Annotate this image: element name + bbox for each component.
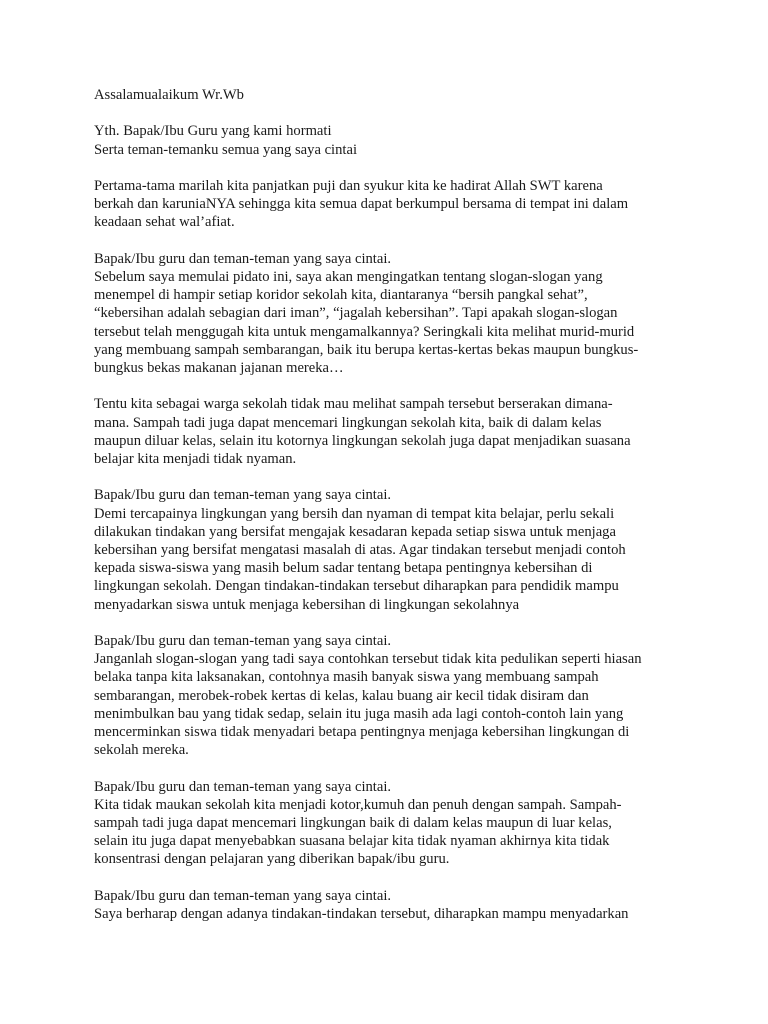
paragraph-trash-scattered: Tentu kita sebagai warga sekolah tidak mau melihat sampah tersebut berserakan dimana- mana. Sampah tadi juga dapat mencemari lingkungan sekolah kita, baik di dalam kelas maupun diluar kelas, selain itu kotornya lingkungan sekolah juga dapat menjadikan suasana belajar kita menjadi tidak nyaman.: [94, 396, 631, 467]
paragraph-slogan-examples: Bapak/Ibu guru dan teman-teman yang saya cintai. Janganlah slogan-slogan yang tadi saya contohkan tersebut tidak kita pedulikan seperti hiasan belaka tanpa kita laksanakan, contohnya masih banyak siswa yang membuang sampah sembarangan, merobek-robek kertas di kelas, kalau buang air kecil tidak disiram dan menimbulkan bau yang tidak sedap, selain itu juga masih ada lagi contoh-contoh lain yang mencerminkan siswa tidak menyadari betapa pentingnya menjaga kebersihan lingkungan di sekolah mereka.: [94, 633, 642, 759]
salutation: Yth. Bapak/Ibu Guru yang kami hormati Serta teman-temanku semua yang saya cintai: [94, 123, 357, 158]
paragraph-clean-environment: Bapak/Ibu guru dan teman-teman yang saya cintai. Demi tercapainya lingkungan yang bersih dan nyaman di tempat kita belajar, perlu sekali dilakukan tindakan yang bersifat mengajak kesadaran kepada setiap siswa untuk menjaga kebersihan yang bersifat mengatasi masalah di atas. Agar tindakan tersebut menjadi contoh kepada siswa-siswa yang masih belum sadar tentang betapa pentingnya kebersihan di lingkungan sekolah. Dengan tindakan-tindakan tersebut diharapkan para pendidik mampu menyadarkan siswa untuk menjaga kebersihan di lingkungan sekolahnya: [94, 487, 626, 613]
paragraph-slogans: Bapak/Ibu guru dan teman-teman yang saya cintai. Sebelum saya memulai pidato ini, saya akan mengingatkan tentang slogan-slogan yang menempel di hampir setiap koridor sekolah kita, diantaranya “bersih pangkal sehat”, “kebersihan adalah sebagian dari iman”, “jagalah kebersihan”. Tapi apakah slogan-slogan tersebut telah menggugah kita untuk mengamalkannya? Seringkali kita melihat murid-murid yang membuang sampah sembarangan, baik itu berupa kertas-kertas bekas maupun bungkus- bungkus bekas makanan jajanan mereka…: [94, 250, 639, 376]
paragraph-opening: Pertama-tama marilah kita panjatkan puji dan syukur kita ke hadirat Allah SWT karena berkah dan karuniaNYA sehingga kita semua dapat berkumpul bersama di tempat ini dalam keadaan sehat wal’afiat.: [94, 177, 629, 231]
paragraph-dirty-school: Bapak/Ibu guru dan teman-teman yang saya cintai. Kita tidak maukan sekolah kita menjadi kotor,kumuh dan penuh dengan sampah. Sampah- sampah tadi juga dapat mencemari lingkungan baik di dalam kelas maupun di luar kelas, selain itu juga dapat menyebabkan suasana belajar kita tidak nyaman akhirnya kita tidak konsentrasi dengan pelajaran yang diberikan bapak/ibu guru.: [94, 778, 622, 868]
document-body: [94, 86, 684, 941]
greeting: Assalamualaikum Wr.Wb: [94, 87, 244, 103]
paragraph-hope: Bapak/Ibu guru dan teman-teman yang saya cintai. Saya berharap dengan adanya tindakan-tindakan tersebut, diharapkan mampu menyadarkan: [94, 887, 629, 923]
